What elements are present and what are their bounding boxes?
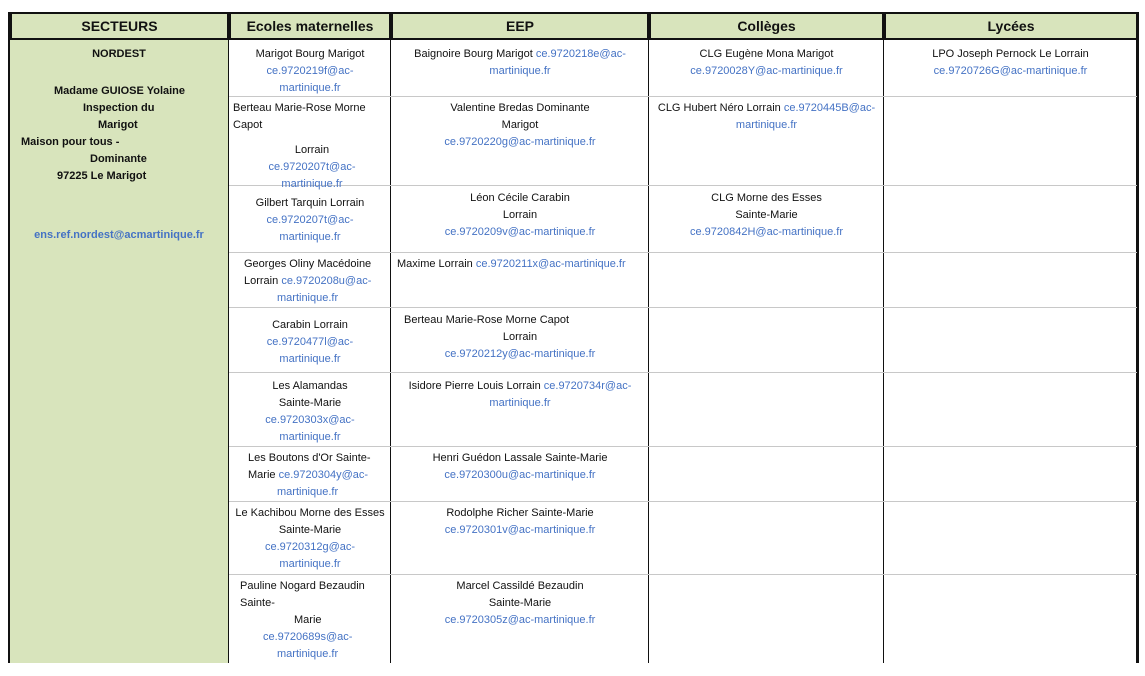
college-cell xyxy=(650,46,883,80)
header-eep xyxy=(391,12,649,40)
school-name: CLG Eugène Mona Marigot xyxy=(699,48,834,60)
school-email[interactable]: ce.9720028Y@ac-martinique.fr xyxy=(690,65,843,77)
school-name: Carabin Lorrain xyxy=(272,319,348,331)
school-email[interactable]: ce.9720207t@ac- xyxy=(268,161,356,173)
frame-right-border xyxy=(1136,12,1139,663)
maternelle-cell xyxy=(230,378,390,446)
maternelle-cell xyxy=(244,256,390,307)
school-email[interactable]: ce.9720207t@ac- xyxy=(266,214,354,226)
school-email[interactable]: ce.9720842H@ac-martinique.fr xyxy=(689,226,844,238)
school-town: Sainte-Marie xyxy=(278,524,342,536)
row-divider xyxy=(229,574,1137,575)
sector-address-4: Dominante xyxy=(90,153,147,165)
maternelle-cell xyxy=(230,46,390,97)
header-lycees xyxy=(884,12,1138,40)
school-town: Marie xyxy=(294,614,322,626)
school-name-cont: Sainte- xyxy=(240,597,275,609)
header-label: SECTEURS xyxy=(81,18,158,34)
school-town: Marigot xyxy=(501,119,539,131)
school-town: Lorrain xyxy=(502,209,538,221)
college-cell xyxy=(650,190,883,241)
school-email[interactable]: ce.9720300u@ac-martinique.fr xyxy=(444,469,596,481)
header-ecoles-maternelles xyxy=(229,12,391,40)
row-divider xyxy=(229,372,1137,373)
school-name: Gilbert Tarquin Lorrain xyxy=(255,197,365,209)
maternelle-cell xyxy=(248,450,390,501)
school-email-cont[interactable]: martinique.fr xyxy=(489,397,551,409)
school-email[interactable]: ce.9720477l@ac- xyxy=(266,336,354,348)
school-name: Pauline Nogard Bezaudin xyxy=(240,580,365,592)
college-cell xyxy=(650,100,883,134)
school-email[interactable]: ce.9720312g@ac- xyxy=(264,541,356,553)
sector-address-5: 97225 Le Marigot xyxy=(57,170,147,182)
school-email-cont[interactable]: martinique.fr xyxy=(735,119,798,131)
header-label: Ecoles maternelles xyxy=(246,18,374,34)
school-email-cont[interactable]: martinique.fr xyxy=(279,558,341,570)
eep-cell xyxy=(392,505,648,539)
eep-cell xyxy=(392,450,648,484)
school-town: Lorrain xyxy=(244,275,279,287)
school-email-cont[interactable]: martinique.fr xyxy=(277,292,339,304)
school-name: Georges Oliny Macédoine xyxy=(244,258,372,270)
school-email[interactable]: ce.9720220g@ac-martinique.fr xyxy=(444,136,596,148)
school-email[interactable]: ce.9720301v@ac-martinique.fr xyxy=(444,524,596,536)
header-label: Collèges xyxy=(737,18,796,34)
school-email-cont[interactable]: martinique.fr xyxy=(279,231,341,243)
school-email[interactable]: ce.9720219f@ac- xyxy=(266,65,354,77)
school-email[interactable]: ce.9720218e@ac- xyxy=(535,48,626,60)
school-email[interactable]: ce.9720734r@ac- xyxy=(543,380,632,392)
school-email[interactable]: ce.9720305z@ac-martinique.fr xyxy=(444,614,596,626)
eep-cell xyxy=(392,190,648,241)
school-email-cont[interactable]: martinique.fr xyxy=(279,353,341,365)
school-email[interactable]: ce.9720208u@ac- xyxy=(281,275,372,287)
school-name: CLG Hubert Néro Lorrain xyxy=(657,102,781,114)
school-town: Sainte-Marie xyxy=(278,397,342,409)
eep-cell xyxy=(397,256,649,273)
school-email[interactable]: ce.9720304y@ac- xyxy=(278,469,369,481)
maternelle-cell xyxy=(230,195,390,246)
school-name: Valentine Bredas Dominante xyxy=(450,102,590,114)
maternelle-cell xyxy=(229,505,391,573)
maternelle-cell xyxy=(233,100,391,193)
school-email[interactable]: ce.9720303x@ac- xyxy=(265,414,355,426)
sector-address-2: Marigot xyxy=(98,119,138,131)
school-name: Les Alamandas xyxy=(272,380,348,392)
row-divider xyxy=(229,446,1137,447)
header-secteurs xyxy=(10,12,229,40)
column-divider xyxy=(883,40,884,663)
sector-address-3: Maison pour tous - xyxy=(21,136,120,148)
school-town: Sainte-Marie xyxy=(735,209,798,221)
school-email[interactable]: ce.9720212y@ac-martinique.fr xyxy=(444,348,596,360)
header-label: EEP xyxy=(505,18,534,34)
school-name: Léon Cécile Carabin xyxy=(470,192,570,204)
school-email-cont[interactable]: martinique.fr xyxy=(277,648,339,660)
row-divider xyxy=(229,501,1137,502)
school-name-cont: Capot xyxy=(233,119,263,131)
eep-cell xyxy=(392,578,648,629)
row-divider xyxy=(229,252,1137,253)
sector-address-1: Inspection du xyxy=(83,102,155,114)
row-divider xyxy=(229,307,1137,308)
lycee-cell xyxy=(885,46,1136,80)
school-name: Marigot Bourg Marigot xyxy=(255,48,365,60)
school-email-cont[interactable]: martinique.fr xyxy=(279,431,341,443)
school-name: LPO Joseph Pernock Le Lorrain xyxy=(932,48,1089,60)
eep-cell xyxy=(392,312,648,363)
column-divider xyxy=(648,40,649,663)
header-colleges xyxy=(649,12,884,40)
eep-cell xyxy=(392,100,648,151)
school-name: Henri Guédon Lassale Sainte-Marie xyxy=(432,452,608,464)
maternelle-cell xyxy=(240,578,390,663)
school-email[interactable]: ce.9720689s@ac- xyxy=(263,631,353,643)
school-name: Isidore Pierre Louis Lorrain xyxy=(408,380,541,392)
school-email-cont[interactable]: martinique.fr xyxy=(277,486,339,498)
school-email-cont[interactable]: martinique.fr xyxy=(489,65,551,77)
school-name: Les Boutons d'Or Sainte- xyxy=(248,452,371,464)
school-email[interactable]: ce.9720726G@ac-martinique.fr xyxy=(933,65,1088,77)
school-name: Rodolphe Richer Sainte-Marie xyxy=(446,507,594,519)
eep-cell xyxy=(392,46,648,80)
sector-name: NORDEST xyxy=(92,48,146,60)
school-email[interactable]: ce.9720211x@ac-martinique.fr xyxy=(475,258,626,270)
school-town: Marie xyxy=(248,469,276,481)
school-town: Lorrain xyxy=(502,331,538,343)
school-name: Berteau Marie-Rose Morne Capot xyxy=(404,314,570,326)
school-email-cont[interactable]: martinique.fr xyxy=(279,82,341,94)
school-name: Berteau Marie-Rose Morne xyxy=(233,102,366,114)
school-email[interactable]: ce.9720209v@ac-martinique.fr xyxy=(444,226,596,238)
sector-contact: Madame GUIOSE Yolaine xyxy=(54,85,186,97)
school-name: Baignoire Bourg Marigot xyxy=(414,48,533,60)
school-name: Le Kachibou Morne des Esses xyxy=(235,507,385,519)
school-email-cont[interactable]: martinique.fr xyxy=(281,178,343,190)
maternelle-cell xyxy=(230,317,390,368)
school-name: Marcel Cassildé Bezaudin xyxy=(456,580,584,592)
school-town: Sainte-Marie xyxy=(488,597,552,609)
school-name: Maxime Lorrain xyxy=(397,258,473,270)
eep-cell xyxy=(392,378,648,412)
school-name: CLG Morne des Esses xyxy=(711,192,822,204)
sector-email[interactable]: ens.ref.nordest@acmartinique.fr xyxy=(34,229,204,241)
header-label: Lycées xyxy=(987,18,1035,34)
school-email[interactable]: ce.9720445B@ac- xyxy=(783,102,876,114)
school-town: Lorrain xyxy=(294,144,330,156)
